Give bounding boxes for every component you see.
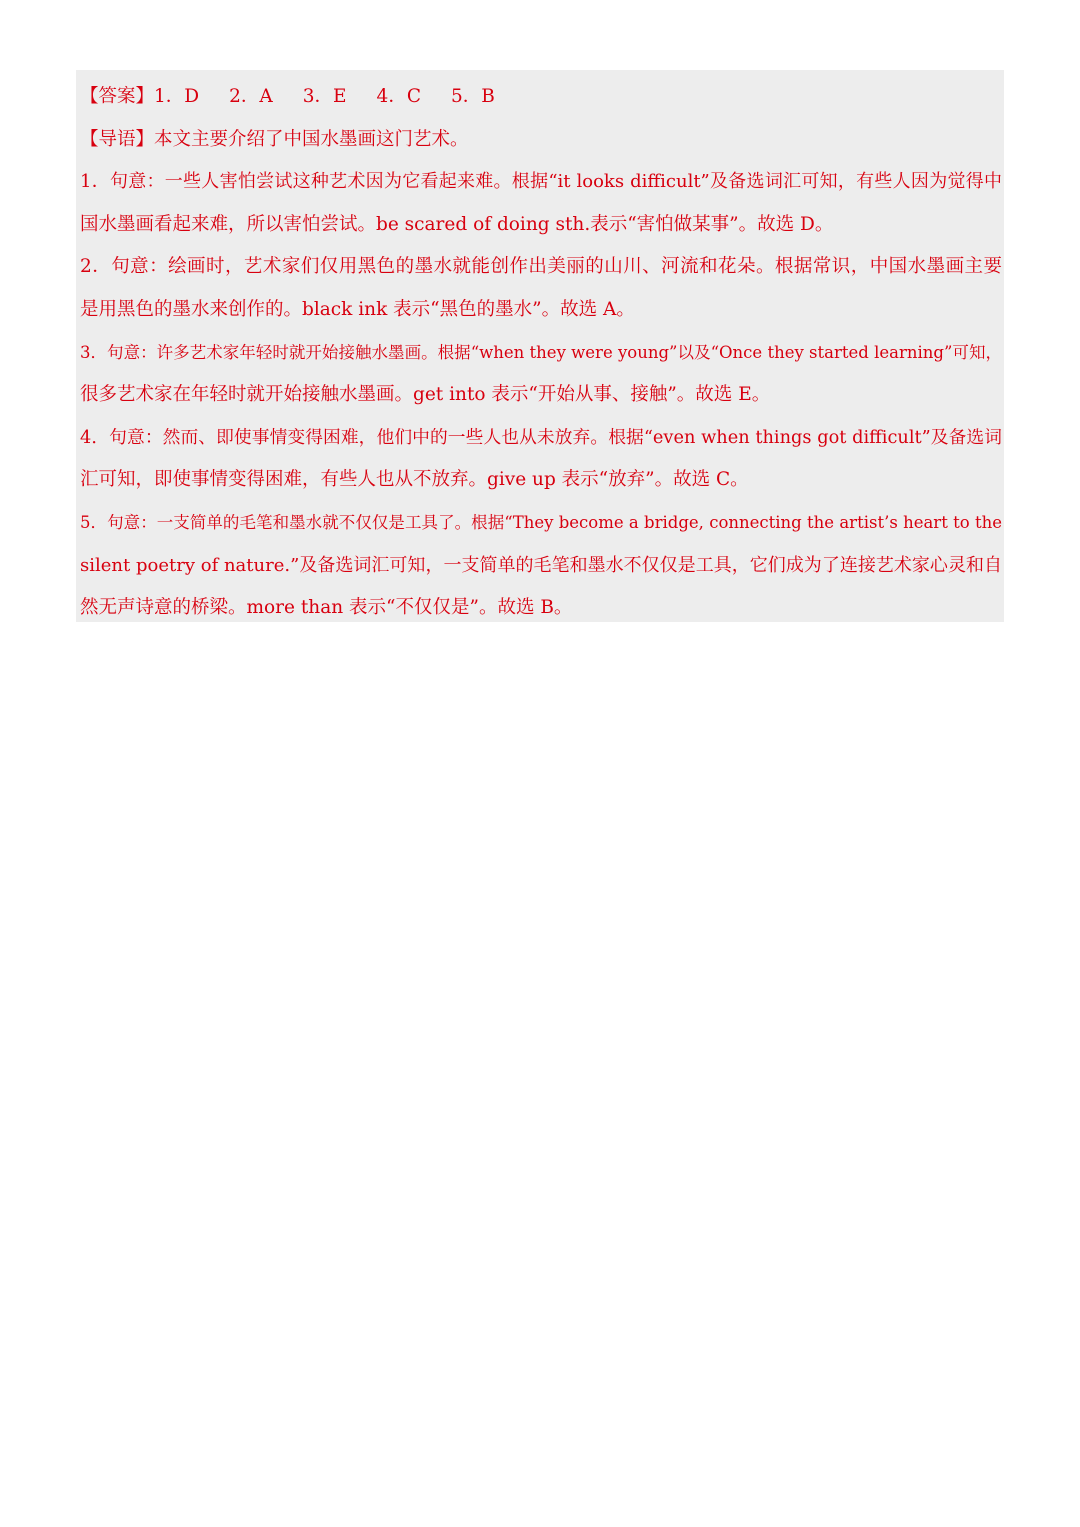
answer-item-3: 3．E: [302, 86, 347, 107]
answer-item-2: 2．A: [229, 86, 273, 107]
explanation-5-line-1: 5．句意：一支简单的毛笔和墨水就不仅仅是工具了。根据“They become a bridge, connecting the artist’s heart to the: [80, 512, 1002, 532]
answer-explanation-box: [76, 70, 1004, 622]
explanation-2-line-1: 2．句意：绘画时，艺术家们仅用黑色的墨水就能创作出美丽的山川、河流和花朵。根据常识，中国水墨画主要: [80, 256, 1002, 278]
explanation-3-line-2: 很多艺术家在年轻时就开始接触水墨画。get into 表示“开始从事、接触”。故选 E。: [80, 384, 771, 406]
answer-key-line: [80, 76, 1002, 119]
explanation-3-line-1: 3．句意：许多艺术家年轻时就开始接触水墨画。根据“when they were young”以及“Once they started learning”可知，: [80, 342, 1002, 362]
answer-key-label: 【答案】: [80, 86, 155, 107]
answer-item-1: 1．D: [154, 86, 200, 107]
explanation-4-line-2: 汇可知，即使事情变得困难，有些人也从不放弃。give up 表示“放弃”。故选 C。: [80, 469, 749, 491]
answer-item-4: 4．C: [376, 86, 421, 107]
intro-line: 【导语】本文主要介绍了中国水墨画这门艺术。: [80, 128, 469, 150]
explanation-5-line-3: 然无声诗意的桥梁。more than 表示“不仅仅是”。故选 B。: [80, 597, 573, 619]
explanation-4-line-1: 4．句意：然而、即使事情变得困难，他们中的一些人也从未放弃。根据“even when things got difficult”及备选词: [80, 427, 1002, 448]
explanation-2-line-2: 是用黑色的墨水来创作的。black ink 表示“黑色的墨水”。故选 A。: [80, 298, 635, 320]
explanation-1-line-2: 国水墨画看起来难，所以害怕尝试。be scared of doing sth.表示“害怕做某事”。故选 D。: [80, 213, 834, 235]
answer-item-5: 5．B: [450, 86, 495, 107]
explanation-1-line-1: 1．句意：一些人害怕尝试这种艺术因为它看起来难。根据“it looks difficult”及备选词汇可知，有些人因为觉得中: [80, 171, 1002, 193]
explanation-5-line-2: silent poetry of nature.”及备选词汇可知，一支简单的毛笔和墨水不仅仅是工具，它们成为了连接艺术家心灵和自: [80, 554, 1002, 576]
